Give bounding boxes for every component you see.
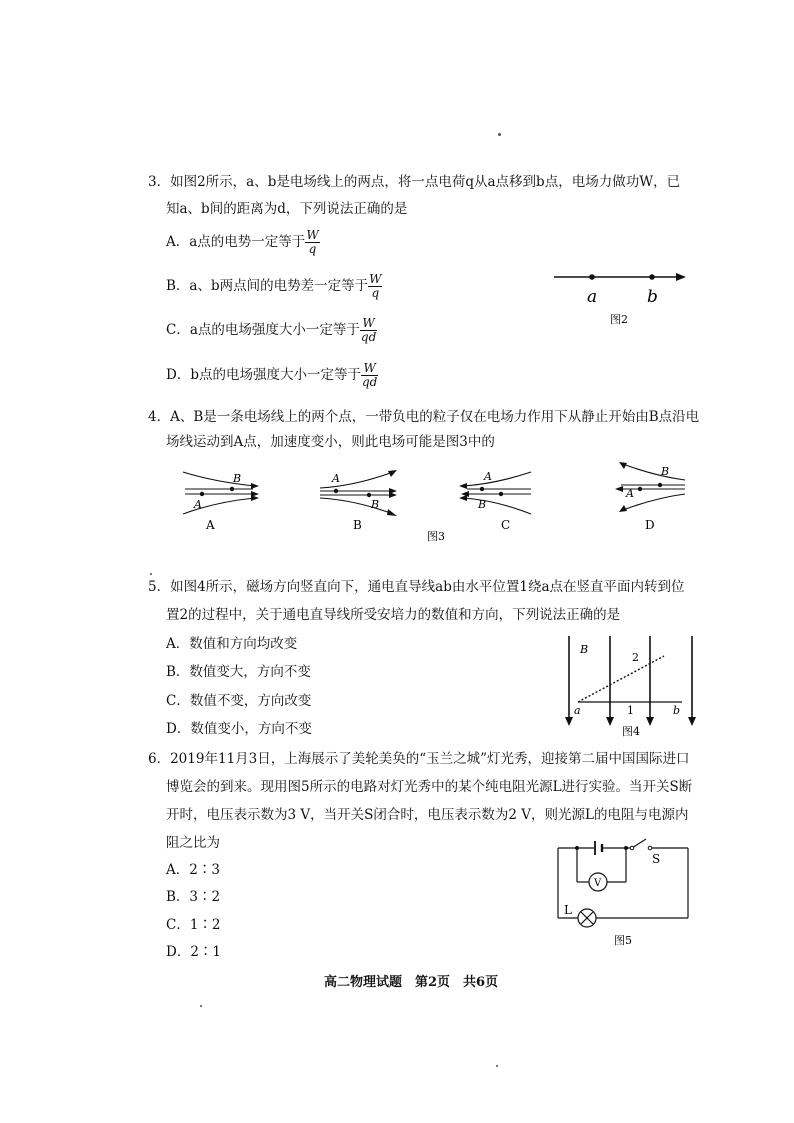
q3-option-d[interactable]: D．b点的电场强度大小一定等于 $\frac{W}{qd}$ [166,361,378,389]
q6-stem-line2: 博览会的到来。现用图5所示的电路对灯光秀中的某个纯电阻光源L进行实验。当开关S断 [166,779,693,795]
fraction: $\frac{W}{q}$ [306,228,319,256]
q5-option-b[interactable]: B．数值变大，方向不变 [166,664,311,680]
figure-3-caption: 图3 [427,530,445,543]
wire-position-2 [578,656,664,702]
label-B: B [233,472,242,485]
fraction: $\frac{W}{qd}$ [361,361,378,389]
svg-text:1: 1 [627,704,634,717]
q6-option-b[interactable]: B．3∶2 [166,889,221,905]
scan-speck [496,1065,498,1067]
option-label: D [645,518,655,532]
figure-4-caption: 图4 [622,725,640,738]
label-b: b [647,287,658,307]
q6-stem-line1: 6．2019年11月3日，上海展示了美轮美奂的“玉兰之城”灯光秀，迎接第二届中国国际进口 [148,751,690,767]
figure-3-option-c[interactable] [459,470,531,532]
scan-speck [200,1005,202,1007]
svg-text:V: V [594,878,602,889]
svg-text:A: A [332,472,340,485]
q3-option-b[interactable]: B．a、b两点间的电势差一定等于 $\frac{W}{q}$ [166,272,382,300]
svg-text:L: L [564,903,572,917]
svg-text:B: B [661,465,670,478]
svg-text:a: a [574,704,581,717]
q4-stem-line2: 场线运动到A点，加速度变小，则此电场可能是图3中的 [166,434,495,450]
figure-3-option-a[interactable] [183,472,259,532]
figure-3-option-d[interactable] [615,462,685,532]
point-b-dot [649,274,655,280]
figure-2-electric-field-line [550,266,690,328]
fraction: $\frac{W}{q}$ [369,272,382,300]
q5-stem-line1: 5．如图4所示，磁场方向竖直向下，通电直导线ab由水平位置1绕a点在竖直平面内转到位 [148,579,685,595]
q6-option-a[interactable]: A．2∶3 [166,862,220,878]
q6-stem-line4: 阻之比为 [166,835,220,851]
figure-3-field-options [175,458,695,548]
q5-option-d[interactable]: D．数值变小，方向不变 [166,721,312,737]
svg-text:B: B [371,498,380,511]
label-A: A [194,498,202,511]
svg-text:b: b [673,704,681,717]
scan-speck [498,133,501,136]
q3-stem-line2: 知a、b间的距离为d，下列说法正确的是 [166,201,408,217]
figure-3-option-b[interactable] [320,470,397,532]
q6-option-d[interactable]: D．2∶1 [166,944,222,960]
page-footer: 高二物理试题 第2页 共6页 [324,975,499,990]
option-label: A [206,518,215,532]
option-label: C [501,518,511,532]
figure-5-circuit [548,836,698,950]
fraction: $\frac{W}{qd}$ [360,316,377,344]
figure-4-magnetic-field [560,634,710,742]
label-a: a [587,287,598,307]
q5-option-c[interactable]: C．数值不变，方向改变 [166,693,312,709]
q6-option-c[interactable]: C．1∶2 [166,917,221,933]
figure-5-caption: 图5 [614,934,632,947]
svg-text:B: B [580,643,589,656]
svg-text:A: A [484,470,492,483]
point-a-dot [589,274,595,280]
q3-option-c[interactable]: C．a点的电场强度大小一定等于 $\frac{W}{qd}$ [166,316,377,344]
q3-stem-line1: 3．如图2所示，a、b是电场线上的两点，将一点电荷q从a点移到b点，电场力做功W，已 [148,174,681,190]
option-label: B [353,518,362,532]
switch-blade [632,839,646,848]
q5-stem-line2: 置2的过程中，关于通电直导线所受安培力的数值和方向，下列说法正确的是 [166,607,621,623]
q4-stem-line1: 4．A、B是一条电场线上的两个点，一带负电的粒子仅在电场力作用下从静止开始由B点沿电 [148,409,700,425]
q6-stem-line3: 开时，电压表示数为3 V，当开关S闭合时，电压表示数为2 V，则光源L的电阻与电源内 [166,807,689,823]
svg-text:B: B [478,498,487,511]
svg-text:S: S [652,852,661,866]
figure-2-caption: 图2 [610,313,628,326]
q3-option-a[interactable]: A．a点的电势一定等于 $\frac{W}{q}$ [166,228,319,256]
q5-option-a[interactable]: A．数值和方向均改变 [166,636,298,652]
svg-text:A: A [626,487,634,500]
svg-text:2: 2 [632,651,639,664]
